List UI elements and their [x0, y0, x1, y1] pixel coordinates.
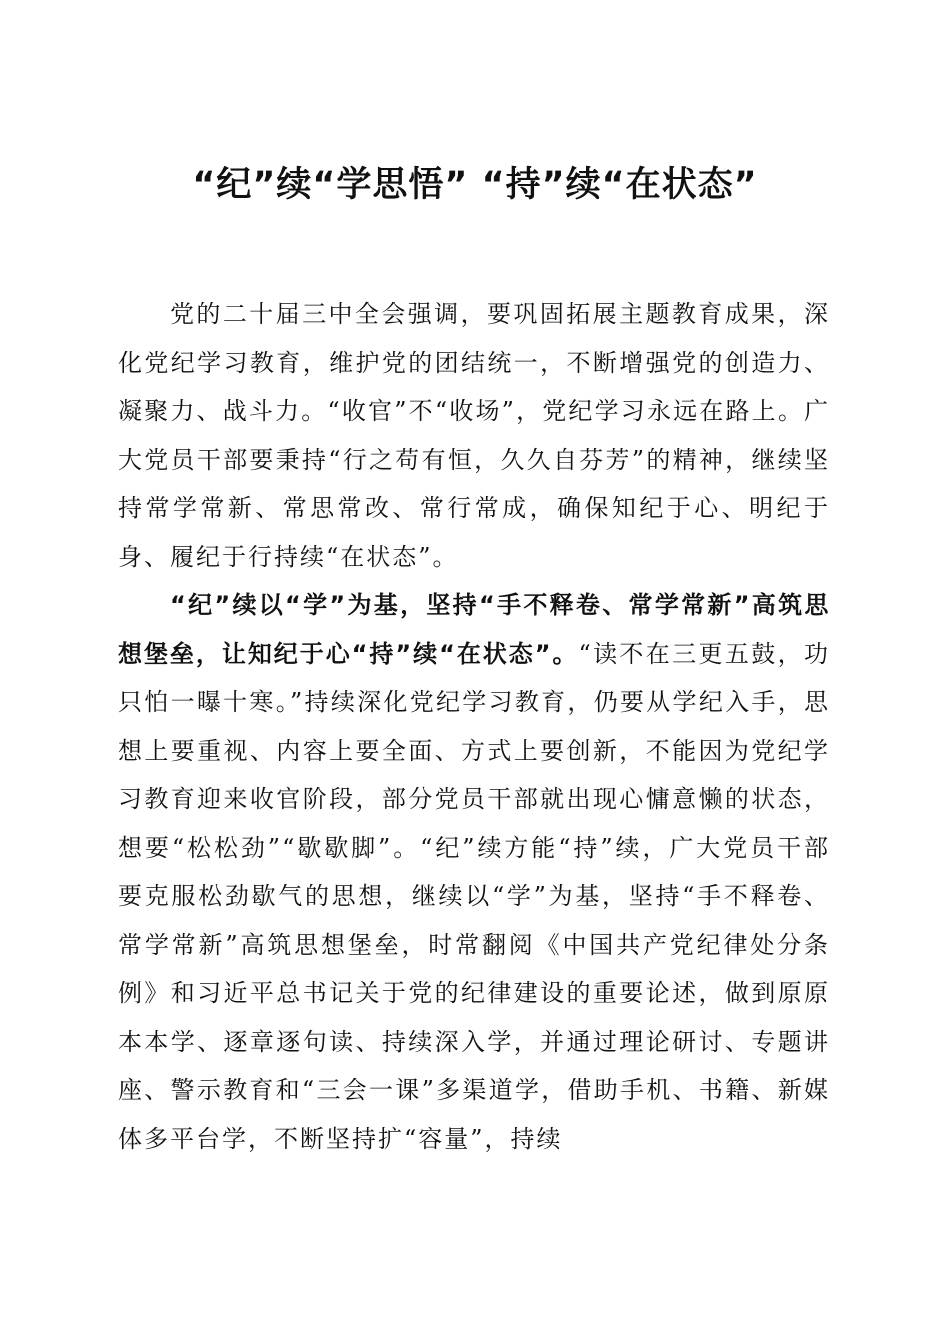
- article-body: [118, 290, 830, 1163]
- paragraph-study: [118, 581, 830, 1163]
- paragraph-lead: “纪”续以“学”为基，坚持“手不释卷、常学常新”高筑思想堡垒，让知纪于心“持”续“在状态”。: [118, 591, 830, 668]
- paragraph-intro: [118, 290, 830, 581]
- paragraph-text: “读不在三更五鼓，功只怕一曝十寒。”持续深化党纪学习教育，仍要从学纪入手，思想上要重视、内容上要全面、方式上要创新，不能因为党纪学习教育迎来收官阶段，部分党员干部就出现心慵意懒的状态，想要“松松劲”“歇歇脚”。“纪”续方能“持”续，广大党员干部要克服松劲歇气的思想，继续以“学”为基，坚持“手不释卷、常学常新”高筑思想堡垒，时常翻阅《中国共产党纪律处分条例》和习近平总书记关于党的纪律建设的重要论述，做到原原本本学、逐章逐句读、持续深入学，并通过理论研讨、专题讲座、警示教育和“三会一课”多渠道学，借助手机、书籍、新媒体多平台学，不断坚持扩“容量”，持续: [118, 639, 830, 1153]
- page-title: “纪”续“学思悟” “持”续“在状态”: [192, 165, 758, 205]
- paragraph-text: 党的二十届三中全会强调，要巩固拓展主题教育成果，深化党纪学习教育，维护党的团结统一，不断增强党的创造力、凝聚力、战斗力。“收官”不“收场”，党纪学习永远在路上。广大党员干部要秉持“行之苟有恒，久久自芬芳”的精神，继续坚持常学常新、常思常改、常行常成，确保知纪于心、明纪于身、履纪于行持续“在状态”。: [118, 300, 830, 571]
